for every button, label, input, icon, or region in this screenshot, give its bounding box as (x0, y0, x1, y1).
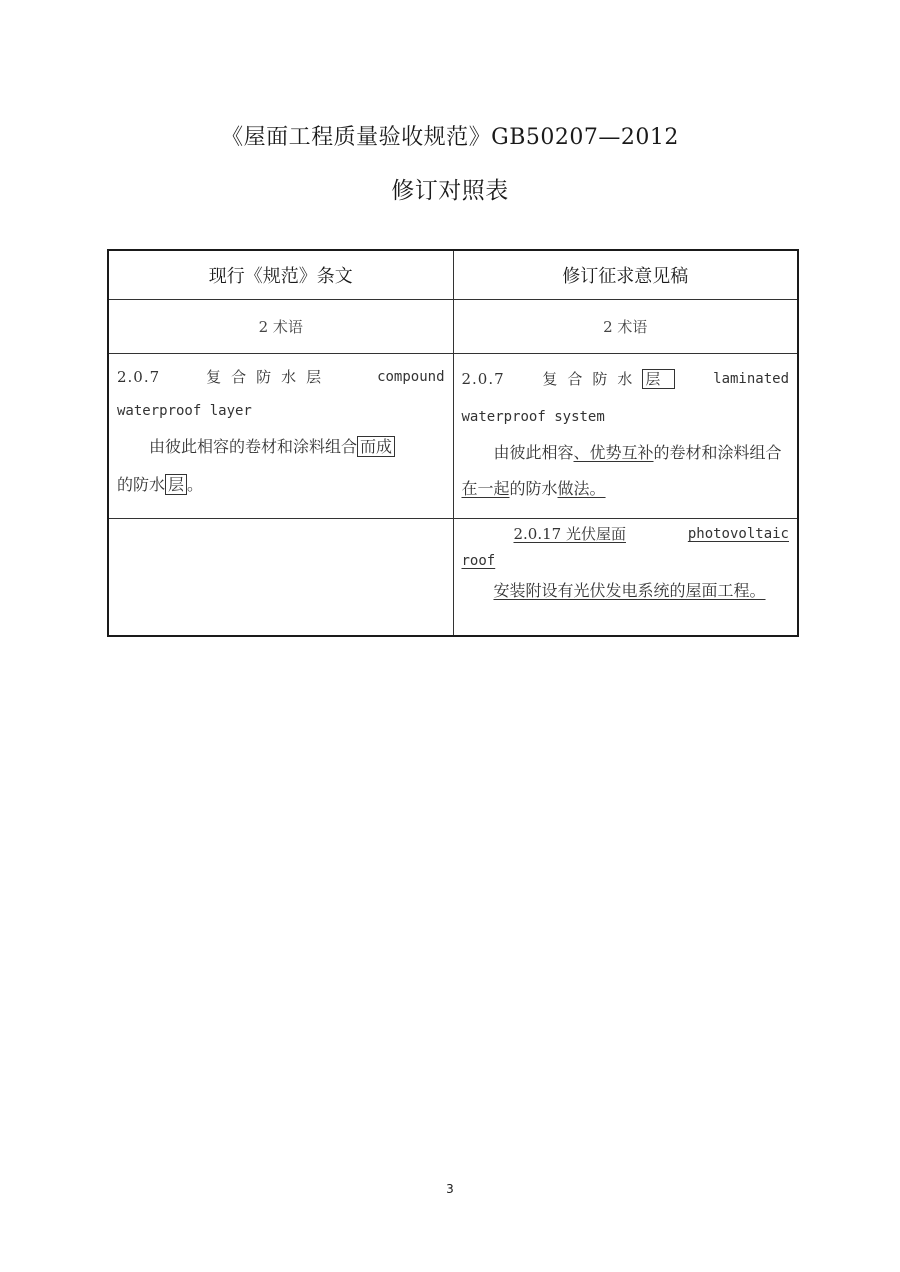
deleted-word-box: 层 (165, 474, 187, 495)
revised-word-box: 层 (642, 369, 675, 389)
definition-text: 由彼此相容的卷材和涂料组合 (149, 437, 358, 456)
definition-text: 的防水 (117, 475, 166, 494)
term-207-current-definition-cont (117, 468, 445, 502)
term-2017-row (108, 519, 798, 637)
term-number: 2.0.7 (117, 368, 161, 386)
section-row (108, 300, 798, 354)
term-number: 2.0.7 (461, 370, 505, 388)
term-name-en: compound (377, 369, 445, 385)
term-207-revised-heading (462, 362, 790, 396)
term-207-current-cell (108, 354, 453, 519)
term-name-en-continued: waterproof system (461, 409, 605, 425)
term-207-revised-definition-cont (462, 472, 790, 506)
term-207-current-definition (117, 430, 445, 464)
added-text: 、优势互补 (573, 443, 654, 462)
definition-text: 。 (187, 475, 204, 494)
table-header-row (108, 250, 798, 300)
term-2017-revised-cell (453, 519, 798, 637)
document-subtitle: 修订对照表 (391, 178, 509, 204)
term-name-en-continued: waterproof layer (117, 403, 252, 419)
term-name-en: laminated (713, 371, 789, 387)
term-2017-current-cell-empty (108, 519, 453, 637)
term-2017-definition: 安装附设有光伏发电系统的屋面工程。 (493, 581, 766, 600)
section-current: 2 术语 (108, 300, 453, 354)
term-name-cn-part: 复合防水 (542, 370, 643, 388)
term-2017-heading-en-continued: roof (461, 553, 496, 569)
revision-comparison-table (107, 249, 799, 637)
added-text: 做法。 (557, 479, 606, 498)
term-name-cn: 复合防水层 (206, 368, 332, 386)
definition-text: 的卷材和涂料组合 (653, 443, 782, 462)
page-number: 3 (446, 1182, 454, 1196)
term-207-revised-definition (462, 436, 790, 470)
deleted-word-box: 而成 (357, 436, 395, 457)
term-207-current-heading (117, 360, 445, 394)
term-name-cn (542, 362, 675, 396)
term-2017-heading-cn: 2.0.17 光伏屋面 (513, 525, 626, 543)
term-2017-heading-en: photovoltaic (687, 526, 789, 542)
term-207-revised-cell (453, 354, 798, 519)
section-revised: 2 术语 (453, 300, 798, 354)
definition-text: 的防水 (509, 479, 558, 498)
term-207-row (108, 354, 798, 519)
document-title: 《屋面工程质量验收规范》GB50207—2012 (221, 125, 679, 150)
added-text: 在一起 (461, 479, 510, 498)
term-2017-heading (462, 521, 790, 548)
header-current-clause: 现行《规范》条文 (108, 250, 453, 300)
header-revised-draft: 修订征求意见稿 (453, 250, 798, 300)
definition-text: 由彼此相容 (493, 443, 574, 462)
